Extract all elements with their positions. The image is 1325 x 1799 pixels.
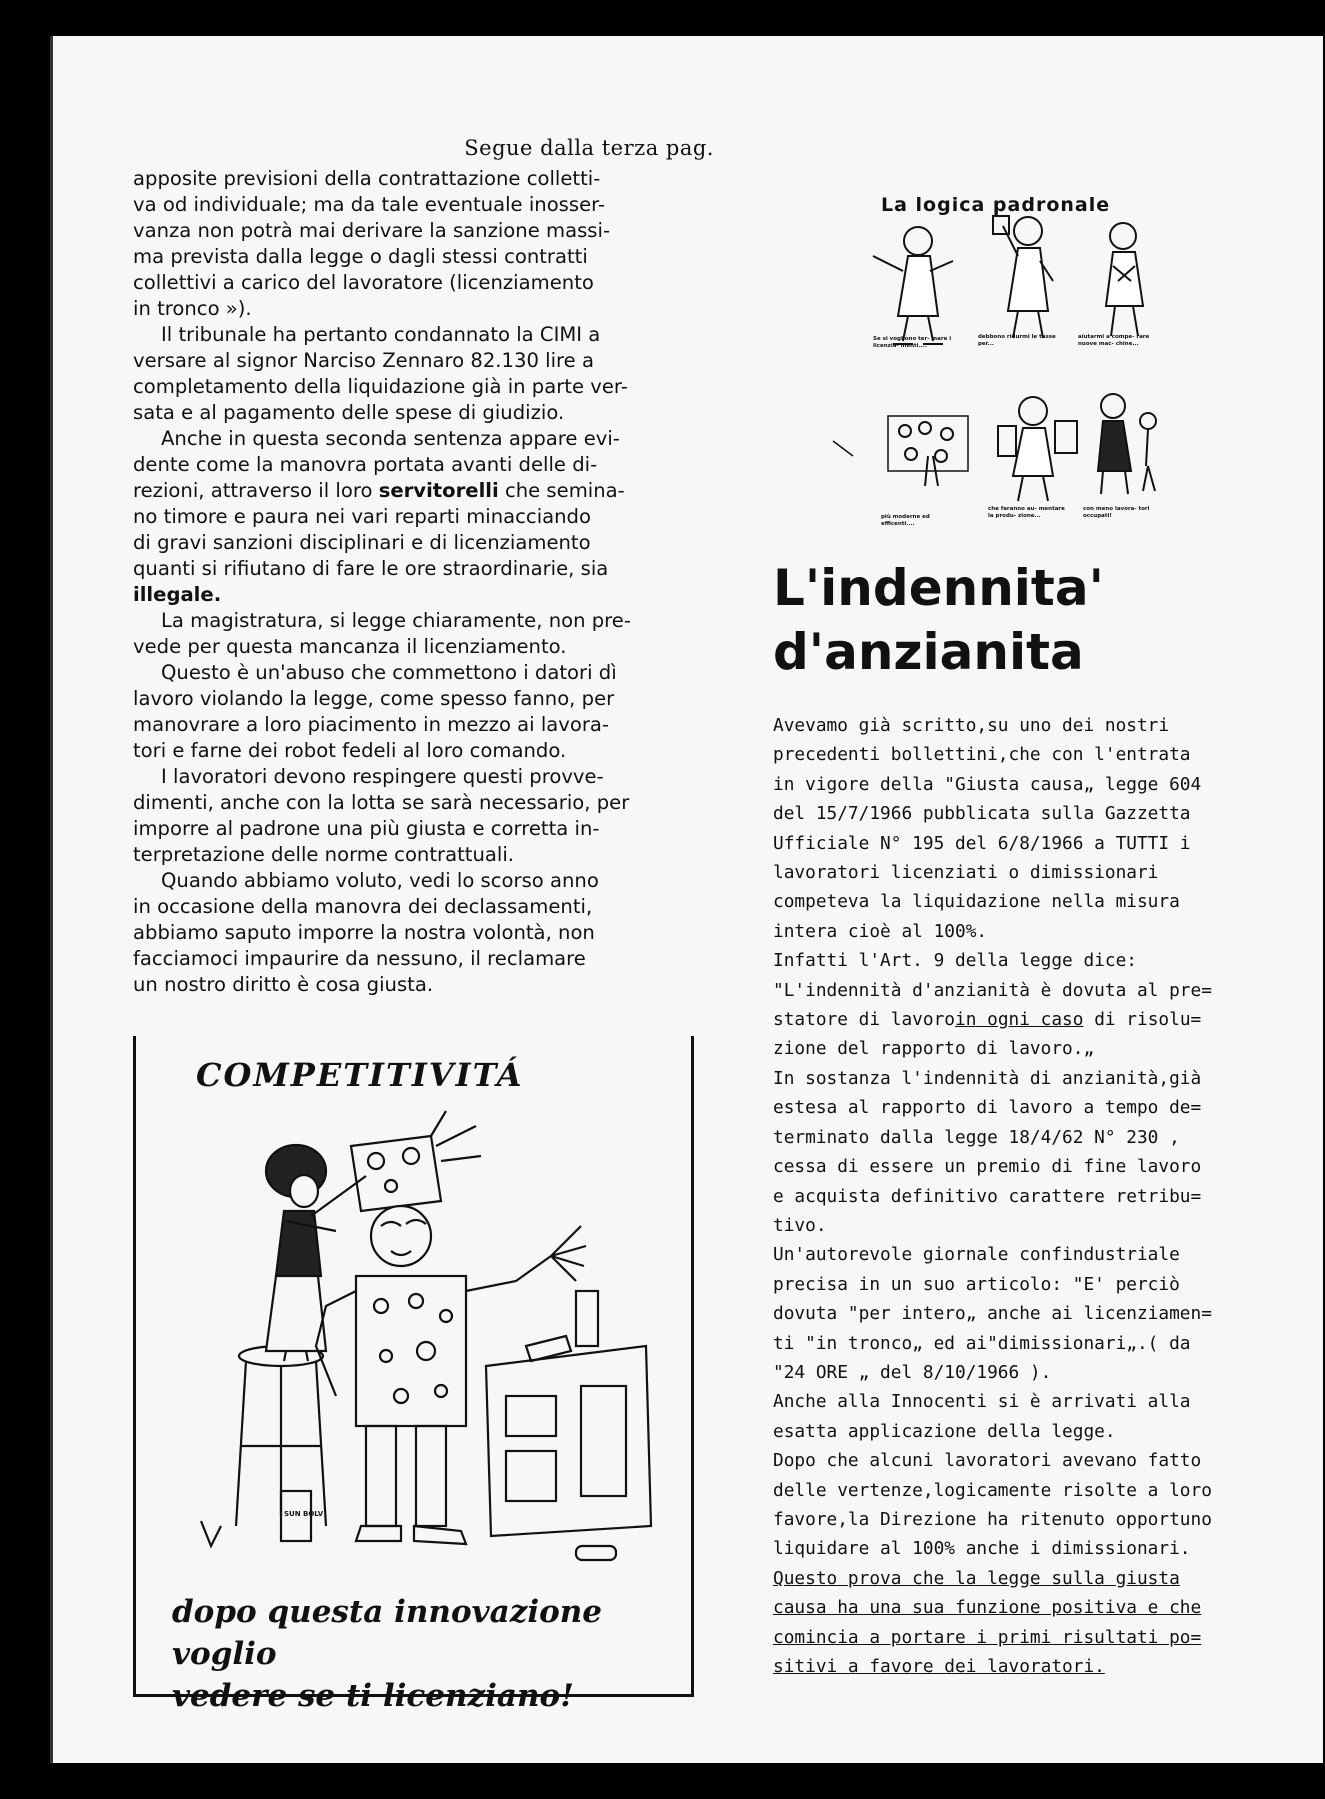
text-line: no timore e paura nei vari reparti minacciando bbox=[133, 505, 591, 528]
text-line: va od individuale; ma da tale eventuale inosser- bbox=[133, 193, 606, 216]
strip-caption: che faranno au- mentare la produ- zione... bbox=[988, 506, 1065, 519]
text-line: di gravi sanzioni disciplinari e di licenziamento bbox=[133, 531, 591, 554]
article-line: Avevamo già scritto,su uno dei nostri bbox=[773, 715, 1170, 736]
article-line: "L'indennità d'anzianità è dovuta al pre= bbox=[773, 979, 1212, 1001]
cartoon-caption-line: dopo questa innovazione voglio bbox=[172, 1594, 603, 1672]
article-line: cessa di essere un premio di fine lavoro bbox=[773, 1156, 1202, 1178]
text-line: sata e al pagamento delle spese di giudizio. bbox=[133, 401, 565, 424]
article-line: competeva la liquidazione nella misura bbox=[773, 891, 1180, 913]
text-fragment: che semina- bbox=[504, 479, 625, 502]
article-line: lavoratori licenziati o dimissionari bbox=[773, 862, 1159, 884]
text-fragment: statore di lavoro bbox=[773, 1009, 955, 1031]
article-line: favore,la Direzione ha ritenuto opportuno bbox=[773, 1508, 1212, 1530]
text-line: ma prevista dalla legge o dagli stessi contratti bbox=[133, 245, 588, 268]
text-line: in tronco »). bbox=[133, 297, 252, 320]
text-line: Questo è un'abuso che commettono i datori dì bbox=[161, 661, 617, 684]
text-line: imporre al padrone una più giusta e corretta in- bbox=[133, 817, 600, 840]
article-line: delle vertenze,logicamente risolte a loro bbox=[773, 1479, 1212, 1501]
strip-title: La logica padronale bbox=[881, 194, 1111, 216]
text-line: un nostro diritto è cosa giusta. bbox=[133, 973, 434, 996]
cartoon-caption-line: vedere se ti licenziano! bbox=[172, 1678, 574, 1714]
text-line: lavoro violando la legge, come spesso fanno, per bbox=[133, 687, 615, 710]
bold-term: servitorelli bbox=[378, 479, 499, 502]
cartoon-box bbox=[133, 1036, 694, 1714]
article-line: precedenti bollettini,che con l'entrata bbox=[773, 744, 1191, 766]
article-line: causa ha una sua funzione positiva e che bbox=[773, 1597, 1202, 1619]
article-line: terminato dalla legge 18/4/62 N° 230 , bbox=[773, 1126, 1180, 1148]
text-line bbox=[133, 478, 728, 504]
strip-caption: aiutarmi a compe- rare nuove mac- chine... bbox=[1078, 334, 1150, 347]
underlined-phrase: in ogni caso bbox=[955, 1009, 1084, 1031]
strip-caption: con meno lavora- tori occupati! bbox=[1083, 506, 1150, 519]
text-line: terpretazione delle norme contrattuali. bbox=[133, 843, 514, 866]
article-line: dovuta "per intero„ anche ai licenziamen= bbox=[773, 1303, 1212, 1325]
headline-line: d'anzianita bbox=[773, 623, 1084, 681]
comic-strip-drawings bbox=[813, 156, 1188, 556]
text-line: I lavoratori devono respingere questi provve- bbox=[161, 765, 604, 788]
text-line: dimenti, anche con la lotta se sarà necessario, per bbox=[133, 791, 630, 814]
text-line: La magistratura, si legge chiaramente, non pre- bbox=[161, 609, 631, 632]
article-line: comincia a portare i primi risultati po= bbox=[773, 1626, 1202, 1648]
text-line: versare al signor Narciso Zennaro 82.130 lire a bbox=[133, 349, 594, 372]
can-label: SUN BOLV bbox=[284, 1510, 324, 1518]
article-line: ti "in tronco„ ed ai"dimissionari„.( da bbox=[773, 1332, 1191, 1354]
comic-strip bbox=[813, 156, 1188, 556]
text-line: tori e farne dei robot fedeli al loro comando. bbox=[133, 739, 567, 762]
article-line: In sostanza l'indennità di anzianità,già bbox=[773, 1067, 1202, 1089]
cartoon-title: COMPETITIVITÁ bbox=[196, 1056, 524, 1094]
article-line: Ufficiale N° 195 del 6/8/1966 a TUTTI i bbox=[773, 832, 1191, 854]
article-line: Un'autorevole giornale confindustriale bbox=[773, 1244, 1180, 1266]
article-line: "24 ORE „ del 8/10/1966 ). bbox=[773, 1361, 1052, 1383]
article-line: zione del rapporto di lavoro.„ bbox=[773, 1038, 1095, 1060]
text-line: apposite previsioni della contrattazione colletti- bbox=[133, 167, 601, 190]
article-line: Dopo che alcuni lavoratori avevano fatto bbox=[773, 1450, 1202, 1472]
article-line: estesa al rapporto di lavoro a tempo de= bbox=[773, 1097, 1202, 1119]
text-line bbox=[133, 582, 728, 608]
text-line: collettivi a carico del lavoratore (licenziamento bbox=[133, 271, 594, 294]
text-line: manovrare a loro piacimento in mezzo ai lavora- bbox=[133, 713, 609, 736]
article-line: liquidare al 100% anche i dimissionari. bbox=[773, 1538, 1191, 1560]
article-line: del 15/7/1966 pubblicata sulla Gazzetta bbox=[773, 803, 1191, 825]
article-line: e acquista definitivo carattere retribu= bbox=[773, 1185, 1202, 1207]
text-line: completamento della liquidazione già in parte ver- bbox=[133, 375, 628, 398]
text-line: vede per questa mancanza il licenziamento. bbox=[133, 635, 567, 658]
article-body bbox=[773, 711, 1325, 1681]
article-line: tivo. bbox=[773, 1214, 827, 1236]
strip-caption: Se si vogliono ter- mare i licenzia- menti.... bbox=[873, 336, 952, 349]
cartoon-illustration bbox=[186, 1106, 656, 1566]
document-page bbox=[50, 36, 1323, 1763]
text-line: quanti si rifiutano di fare le ore straordinarie, sia bbox=[133, 557, 609, 580]
text-line: in occasione della manovra dei declassamenti, bbox=[133, 895, 593, 918]
bold-term: illegale. bbox=[133, 583, 222, 606]
text-line: dente come la manovra portata avanti delle di- bbox=[133, 453, 598, 476]
article-line: sitivi a favore dei lavoratori. bbox=[773, 1656, 1105, 1677]
text-line: Quando abbiamo voluto, vedi lo scorso anno bbox=[161, 869, 599, 892]
article-line: intera cioè al 100%. bbox=[773, 920, 988, 942]
article-line: Anche alla Innocenti si è arrivati alla bbox=[773, 1391, 1191, 1413]
text-line: Il tribunale ha pertanto condannato la CIMI a bbox=[161, 323, 601, 346]
text-line: Anche in questa seconda sentenza appare evi- bbox=[161, 427, 620, 450]
article-line: in vigore della "Giusta causa„ legge 604 bbox=[773, 773, 1202, 795]
article-line: Questo prova che la legge sulla giusta bbox=[773, 1567, 1180, 1589]
article-line: precisa in un suo articolo: "E' perciò bbox=[773, 1273, 1180, 1295]
article-headline bbox=[773, 556, 1104, 684]
text-line: vanza non potrà mai derivare la sanzione massi- bbox=[133, 219, 611, 242]
cartoon-caption bbox=[172, 1591, 691, 1717]
continued-label: Segue dalla terza pag. bbox=[464, 136, 714, 160]
left-column-text bbox=[133, 166, 728, 998]
text-line: abbiamo saputo imporre la nostra volontà, non bbox=[133, 921, 595, 944]
strip-caption: più moderne ed efficenti.... bbox=[881, 514, 930, 527]
article-line: esatta applicazione della legge. bbox=[773, 1420, 1116, 1442]
text-fragment: rezioni, attraverso il loro bbox=[133, 479, 373, 502]
article-line bbox=[773, 1005, 1325, 1034]
text-line: facciamoci impaurire da nessuno, il reclamare bbox=[133, 947, 586, 970]
left-column bbox=[133, 136, 728, 998]
text-fragment: di risolu= bbox=[1094, 1009, 1202, 1031]
article-line: Infatti l'Art. 9 della legge dice: bbox=[773, 950, 1137, 972]
strip-caption: debbono ridurmi le tasse per... bbox=[978, 334, 1056, 347]
headline-line: L'indennita' bbox=[773, 559, 1104, 617]
